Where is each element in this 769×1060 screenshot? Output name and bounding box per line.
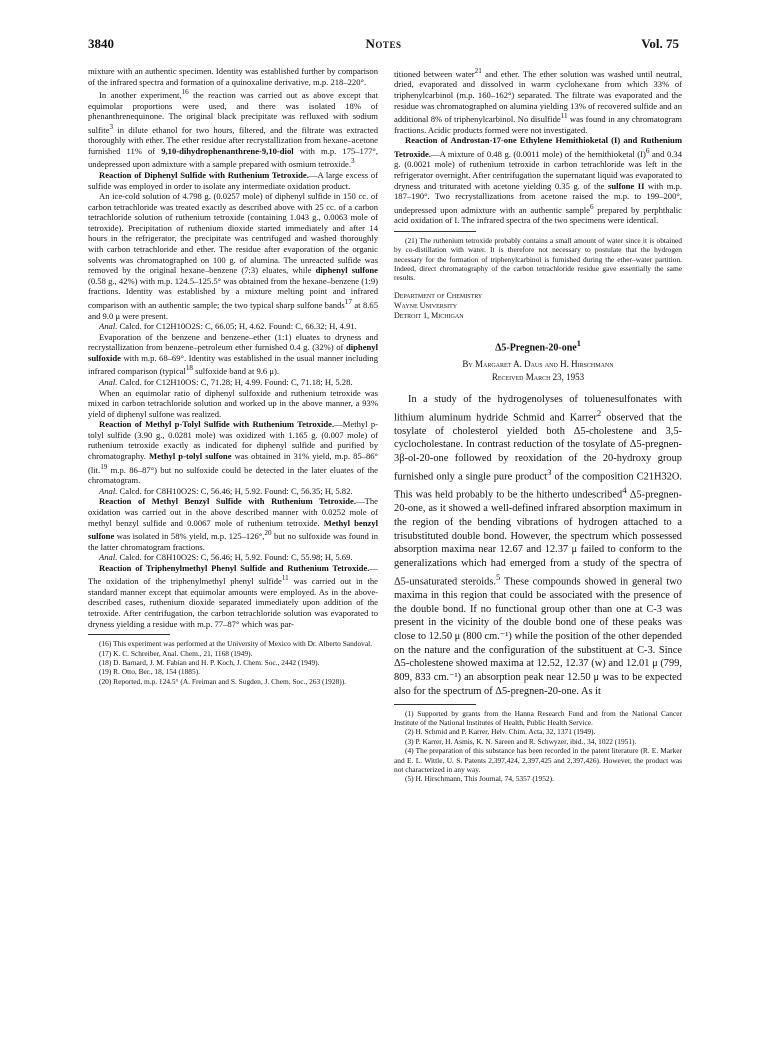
footnotes [88,639,378,686]
section-paragraph: Reaction of Androstan-17-one Ethylene Hemithioketal (I) and Ruthenium Tetroxide.—A mixture of 0.48 g. (0.0011 mole) of the hemithioketal $(I)^6$ and 0.34 g. (0.0021 mole) of ruthenium tetroxide in carbon tetrachloride was left in the refrigerator overnight. After centrifugation the supernatant liquid was evaporated to dryness and triturated with acetone yielding 0.35 g. of the sulfone II with m.p. 187–190°. Two recrystallizations from acetone raised the m.p. to 199–200°, undepressed upon admixture with an authentic sample$^6$ prepared by perphthalic acid oxidation of I. The infrared spectra of the two specimens were identical. [394,135,682,226]
analysis-line: Anal. Calcd. for C8H10O2S: C, 56.46; H, 5.92. Found: C, 55.98; H, 5.69. [99,552,353,563]
right-column [394,66,682,784]
paragraph: mixture with an authentic specimen. Identity was established further by comparison of the infrared spectra and formation of a quinoxaline derivative, m.p. 218–220°. [88,66,378,87]
paragraph: titioned between water$^{21}$ and ether. The ether solution was washed until neutral, dried, evaporated and dissolved in warm cyclohexane from which 33% of triphenylcarbinol (m.p. 160–162°) separated. The filtrate was evaporated and the residue was chromatographed on alumina yielding 13% of recovered sulfide and an additional 8% of triphenylcarbinol. No disulfide$^{11}$ was found in any chromatogram fractions. Acidic products formed were not investigated. [394,67,682,135]
section-heading: Reaction of Methyl Benzyl Sulfide with Ruthenium Tetroxide. [99,496,357,507]
analysis-line: Anal. Calcd. for C12H10OS: C, 71.28; H, 4.99. Found: C, 71.18; H, 5.28. [99,376,353,387]
section-paragraph: Reaction of Methyl p-Tolyl Sulfide with Ruthenium Tetroxide.—Methyl p-tolyl sulfide (3.90 g., 0.0281 mole) was oxidized with 1.165 g. (0.007 mole) of ruthenium tetroxide exactly as indicated for diphenyl sulfide and purified by chromatography. Methyl p-tolyl sulfone was obtained in 31% yield, m.p. 85–86° (lit.$^{19}$ m.p. 86–87°) but no sulfoxide could be detected in the later eluates of the chromatogram. [88,419,378,486]
page-header [88,36,679,54]
footnotes [394,236,682,283]
footnote: (18) D. Barnard, J. M. Fabian and H. P. Koch, J. Chem. Soc., 2442 (1949). [99,657,320,667]
received-date: Received March 23, 1953 [491,372,585,383]
paragraph: In another experiment,$^{16}$ the reaction was carried out as above except that equimolar proportions were used, and there was isolated 18% of phenanthrenequinone. The original black precipitate was refluxed with sodium sulfite$^3$ in dilute ethanol for two hours, filtered, and the filtrate was extracted thoroughly with ether. The ether residue after recrystallization from hexane–acetone furnished 11% of 9,10-dihydrophenanthrene-9,10-diol with m.p. 175–177°, undepressed upon admixture with a sample prepared with osmium tetroxide.$^3$ [88,88,379,170]
article-authors: By Margaret A. Daus and H. Hirschmann [462,358,614,369]
article-body [394,393,682,699]
affiliation-line: Detroit 1, Michigan [394,310,464,320]
footnote-divider [394,231,476,232]
section-heading: Reaction of Androstan-17-one Ethylene Hemithioketal (I) and Ruthenium Tetroxide. [394,135,682,159]
footnote: (5) H. Hirschmann, This Journal, 74, 5357 (1952). [405,774,554,784]
paragraph: Evaporation of the benzene and benzene–ether (1:1) eluates to dryness and recrystallization from benzene–petroleum ether furnished 0.4 g. (32%) of diphenyl sulfoxide with m.p. 68–69°. Identity was established in the usual manner including infrared comparison (typical$^{18}$ sulfoxide band at 9.6 μ). [88,331,378,377]
section-heading: Reaction of Methyl p-Tolyl Sulfide with Ruthenium Tetroxide. [99,419,335,430]
footnote: (21) The ruthenium tetroxide probably contains a small amount of water since it is obtained by co-distillation with water. It is therefore not necessary to postulate that the hydrogen necessary for the formation of triphenylcarbinol is furnished during the ether–water partition. Indeed, direct chromatography of the carbon tetrachloride residue gave essentially the same results. [394,235,682,283]
section-paragraph: Reaction of Methyl Benzyl Sulfide with Ruthenium Tetroxide.—The oxidation was carried out in the above described manner with 0.0252 mole of methyl benzyl sulfide and 0.0067 mole of ruthenium tetroxide. Methyl benzyl sulfone was isolated in 58% yield, m.p. 125–126°,$^{20}$ but no sulfoxide was found in the latter chromatogram fractions. [88,496,378,552]
affiliation-line: Wayne University [394,300,458,310]
section-heading: Reaction of Triphenylmethyl Phenyl Sulfide and Ruthenium Tetroxide. [99,562,370,573]
left-column [88,66,378,686]
paragraph: In a study of the hydrogenolyses of toluenesulfonates with lithium aluminum hydride Schmid and Karrer$^2$ observed that the tosylate of cholesterol yielded both Δ5-cholestene and 3,5-cyclocholestane. In contrast reduction of the tosylate of Δ5-pregnen-3β-ol-20-one followed by reoxidation of the 20-hydroxy group furnished only a single pure product$^3$ of the composition C21H32O. This was held probably to be the hitherto undescribed$^4$ Δ5-pregnen-20-one, as it showed a well-defined infrared absorption maximum in the region of the bending vibrations of hydrogen attached to a trisubstituted double bond. However, the spectrum which possessed absorption maxima near 12.67 and 12.37 μ failed to conform to the generalizations which had emerged from a study of the spectra of Δ5-unsaturated steroids.$^5$ These compounds showed in general two maxima in this region that could be associated with the presence of the double bond. If no functional group other than one at C-3 was present in the vicinity of the double bond one of these peaks was close to 12.50 μ (800 cm.⁻¹) while the position of the other depended on the nature and the configuration of the substituent at C-3. Since Δ5-cholestene showed maxima at 12.52, 12.37 (w) and 12.01 μ (799, 809, 833 cm.⁻¹) an absorption peak near 12.50 μ was to be expected also for the spectrum of Δ5-pregnen-20-one. As it [394,393,683,697]
footnote: (19) R. Otto, Ber., 18, 154 (1885). [99,667,200,677]
page-number: 3840 [88,36,114,51]
section-paragraph: Reaction of Diphenyl Sulfide with Ruthenium Tetroxide.—A large excess of sulfide was employed in order to isolate any intermediate oxidation product. [88,169,378,191]
affiliation [394,291,682,321]
volume-label: Vol. 75 [641,36,679,51]
footnote-divider [394,704,476,705]
analysis-line: Anal. Calcd. for C8H10O2S: C, 56.46; H, 5.92. Found: C, 56.35; H, 5.82. [99,485,353,496]
footnote: (2) H. Schmid and P. Karrer, Helv. Chim. Acta, 32, 1371 (1949). [405,727,596,737]
paragraph: An ice-cold solution of 4.798 g. (0.0257 mole) of diphenyl sulfide in 150 cc. of carbon tetrachloride was treated exactly as described above with 25 cc. of a carbon tetrachloride solution of ruthenium tetroxide (containing 1.043 g., 0.0063 mole of tetroxide). Precipitation of ruthenium dioxide started immediately and after 14 hours in the refrigerator, the precipitate was centrifuged and washed thoroughly with carbon tetrachloride and ether. The residue after evaporation of the organic solvents was chromatographed on 100 g. of alumina. The unreacted sulfide was removed by the original hexane–benzene (7:3) eluates, while diphenyl sulfone (0.58 g., 42%) with m.p. 124.5–125.5° was obtained from the hexane–benzene (1:9) fractions. Identity was established by a mixture melting point and infrared comparison with an authentic sample; the two typical sharp sulfone bands$^{17}$ at 8.65 and 9.0 μ were present. [88,191,378,321]
footnote: (3) P. Karrer, H. Asmis, K. N. Sareen and R. Schwyzer, ibid., 34, 1022 (1951). [405,736,637,746]
footnote: (4) The preparation of this substance has been recorded in the patent literature (R. E. Marker and E. L. Wittle, U. S. Patents 2,397,424, 2,397,425 and 2,397,426). However, the product was not characterized in any way. [394,746,682,774]
section-paragraph: Reaction of Triphenylmethyl Phenyl Sulfide and Ruthenium Tetroxide.—The oxidation of the triphenylmethyl phenyl sulfide$^{11}$ was carried out in the standard manner except that equimolar amounts were employed. As in the above-described cases, ruthenium dioxide separated immediately upon addition of the tetroxide. After centrifugation, the carbon tetrachloride solution was evaporated to dryness yielding a residue with m.p. 77–87° which was par- [88,562,378,629]
article-title: Δ5-Pregnen-20-one$^1$ [495,338,581,354]
footnote: (17) K. C. Schreiber, Anal. Chem., 21, 1168 (1949). [99,648,253,658]
footnote: (20) Reported, m.p. 124.5° (A. Freiman and S. Sugden, J. Chem. Soc., 263 (1928)). [99,676,347,686]
analysis-line: Anal. Calcd. for C12H10O2S: C, 66.05; H, 4.62. Found: C, 66.32; H, 4.91. [99,321,357,332]
affiliation-line: Department of Chemistry [394,290,483,300]
footnote-divider [88,634,170,635]
section-heading: Reaction of Diphenyl Sulfide with Ruthenium Tetroxide. [99,169,309,180]
footnotes [394,709,682,784]
footnote: (1) Supported by grants from the Hanna Research Fund and from the National Cancer Institute of the National Institutes of Health, Public Health Service. [394,708,682,727]
footnote: (16) This experiment was performed at the University of Mexico with Dr. Alberto Sandoval. [99,639,373,649]
paragraph: When an equimolar ratio of diphenyl sulfoxide and ruthenium tetroxide was mixed in carbon tetrachloride solution and worked up in the above manner, a 93% yield of diphenyl sulfone was realized. [88,387,378,419]
journal-section: Notes [365,36,402,51]
